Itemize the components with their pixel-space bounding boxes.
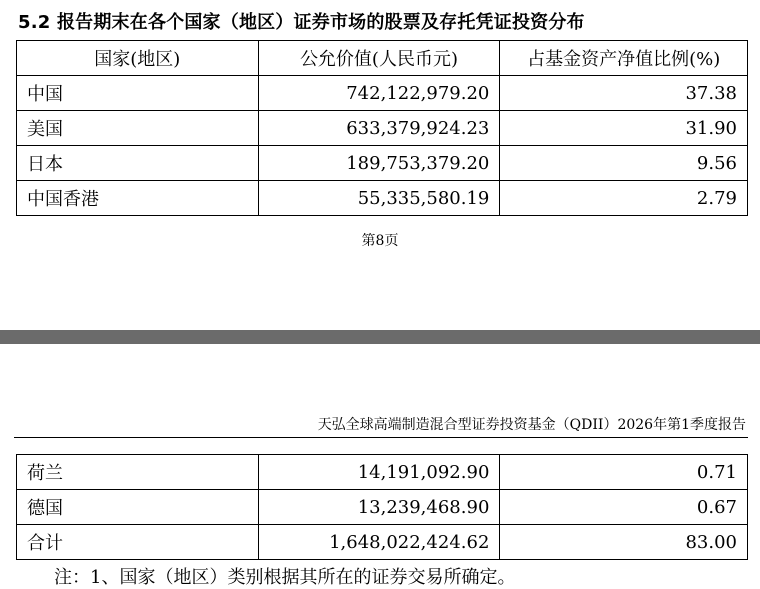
total-row [17,525,748,560]
country-cell: 德国 [17,490,259,525]
country-cell: 中国香港 [17,181,259,216]
page-number: 第8页 [361,233,399,249]
fair-value-cell: 633,379,924.23 [258,111,500,146]
ratio-cell: 2.79 [500,181,748,216]
table-header-row [17,41,748,76]
fair-value-cell: 13,239,468.90 [258,490,500,525]
fair-value-cell: 742,122,979.20 [258,76,500,111]
ratio-cell: 9.56 [500,146,748,181]
table-row [17,146,748,181]
ratio-cell: 0.67 [500,490,748,525]
table-row [17,455,748,490]
country-cell: 日本 [17,146,259,181]
table-row [17,76,748,111]
header-rule [14,437,748,438]
country-distribution-table-continued [16,454,748,560]
table-row [17,490,748,525]
ratio-cell: 31.90 [500,111,748,146]
fair-value-cell: 189,753,379.20 [258,146,500,181]
header-country: 国家(地区) [17,41,259,76]
country-distribution-table [16,40,748,216]
country-cell: 荷兰 [17,455,259,490]
section-heading: 5.2 报告期末在各个国家（地区）证券市场的股票及存托凭证投资分布 [18,12,585,33]
ratio-cell: 0.71 [500,455,748,490]
total-ratio-cell: 83.00 [500,525,748,560]
header-fair-value: 公允价值(人民币元) [258,41,500,76]
header-nav-ratio: 占基金资产净值比例(%) [500,41,748,76]
total-label-cell: 合计 [17,525,259,560]
table-row [17,181,748,216]
page-break-divider [0,330,760,344]
footnote: 注：1、国家（地区）类别根据其所在的证券交易所确定。 [54,567,516,588]
table-row [17,111,748,146]
ratio-cell: 37.38 [500,76,748,111]
running-header: 天弘全球高端制造混合型证券投资基金（QDII）2026年第1季度报告 [317,417,746,433]
fair-value-cell: 14,191,092.90 [258,455,500,490]
fair-value-cell: 55,335,580.19 [258,181,500,216]
country-cell: 中国 [17,76,259,111]
country-cell: 美国 [17,111,259,146]
total-value-cell: 1,648,022,424.62 [258,525,500,560]
